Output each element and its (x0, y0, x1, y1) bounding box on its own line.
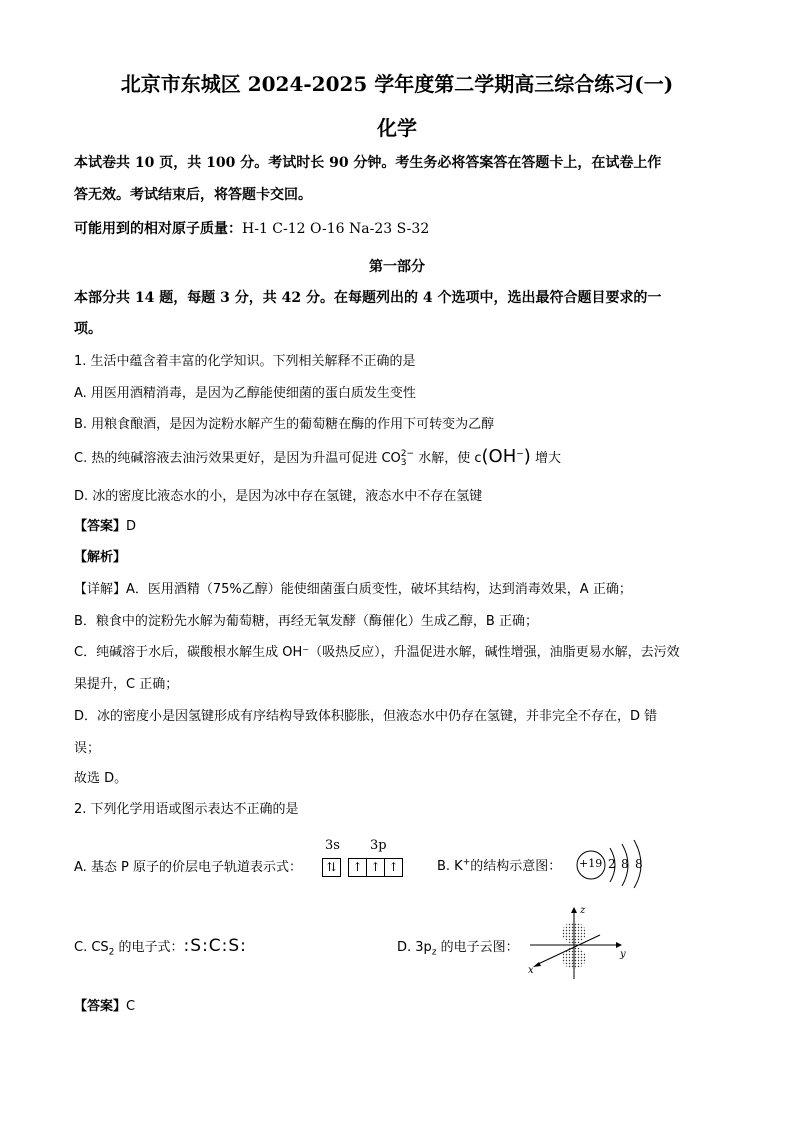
q1-option-a: A. 用医用酒精消毒，是因为乙醇能使细菌的蛋白质发生变性 (74, 386, 416, 401)
q1-co3-charge: 2− (400, 448, 415, 459)
cs2-electron-formula: :S:C:S: (183, 936, 247, 956)
q1-option-c-pre: C. 热的纯碱溶液去油污效果更好，是因为升温可促进 CO (74, 451, 401, 466)
q1-option-d: D. 冰的密度比液态水的小，是因为冰中存在氢键，液态水中不存在氢键 (74, 489, 483, 504)
q2-option-c-text (74, 936, 247, 958)
instructions-line-2: 答无效。考试结束后，将答题卡交回。 (74, 187, 312, 203)
q2-option-b-text (437, 855, 561, 874)
q1-analysis-label: 【解析】 (74, 550, 127, 565)
q2-orbital-3p-1: ↑ (348, 858, 367, 877)
k-shell-2: 8 (621, 857, 629, 871)
q2-orbital-3p-2: ↑ (366, 858, 385, 877)
q2-b-k: B. K (437, 859, 463, 874)
q2-stem: 2. 下列化学用语或图示表达不正确的是 (74, 802, 299, 817)
q1-detail-2: B．粮食中的淀粉先水解为葡萄糖，再经无氧发酵（酶催化）生成乙醇，B 正确； (74, 614, 538, 629)
part-one-desc-1: 本部分共 14 题，每题 3 分，共 42 分。在每题列出的 4 个选项中，选出最符合题目要求的一 (74, 290, 662, 306)
q2-label-3s: 3s (325, 838, 340, 853)
q2-answer (74, 995, 135, 1014)
q1-oh-paren: (OH (481, 446, 517, 467)
q2-c-label: 的电子式： (114, 940, 184, 955)
q1-detail-6: 误； (74, 741, 101, 756)
q1-option-c (74, 446, 561, 468)
q2-answer-label: 【答案】 (74, 999, 127, 1014)
pz-axis-y: y (620, 949, 626, 960)
q2-option-a-text: A. 基态 P 原子的价层电子轨道表示式： (74, 860, 303, 875)
q1-detail-3: C．纯碱溶于水后，碳酸根水解生成 OH⁻（吸热反应），升温促进水解，碱性增强，油脂更易水解，去污效 (74, 645, 680, 660)
q2-b-plus: + (462, 857, 471, 868)
pz-electron-cloud-diagram (520, 905, 630, 981)
q1-answer-value: D (126, 519, 137, 534)
q2-d-sub: z (431, 947, 437, 958)
q2-label-3p: 3p (370, 838, 387, 853)
k-ion-structure-diagram (574, 838, 654, 890)
exam-title: 北京市东城区 2024-2025 学年度第二学期高三综合练习(一) (120, 72, 674, 96)
q1-conclusion: 故选 D。 (74, 771, 128, 786)
q1-detail-1: 【详解】A．医用酒精（75%乙醇）能使细菌蛋白质变性，破坏其结构，达到消毒效果，A 正确； (74, 582, 632, 597)
q2-c-sub: 2 (108, 947, 115, 958)
q1-answer (74, 515, 136, 534)
q1-detail-4: 果提升，C 正确； (74, 677, 179, 692)
exam-subject: 化学 (377, 116, 417, 140)
pz-axis-x: x (528, 965, 534, 976)
q2-c-cs: C. CS (74, 940, 109, 955)
q2-orbital-3s: ⇅ (322, 858, 341, 877)
q1-option-b: B. 用粮食酿酒，是因为淀粉水解产生的葡萄糖在酶的作用下可转变为乙醇 (74, 417, 495, 432)
atomic-masses-values: H-1 C-12 O-16 Na-23 S-32 (242, 221, 430, 237)
q2-d-3p: D. 3p (397, 940, 432, 955)
q1-oh-charge: − (516, 449, 524, 460)
part-one-title: 第一部分 (369, 259, 425, 275)
k-shell-1: 2 (608, 857, 616, 871)
q1-detail-5: D．冰的密度小是因氢键形成有序结构导致体积膨胀，但液态水中仍存在氢键，并非完全不存在，D 错 (74, 709, 658, 724)
q1-option-c-mid: 水解，使 c (414, 451, 482, 466)
q1-answer-label: 【答案】 (74, 519, 127, 534)
q1-oh-close: ) (523, 446, 531, 467)
part-one-desc-2: 项。 (74, 321, 102, 337)
q2-answer-value: C (126, 999, 136, 1014)
instructions-line-1: 本试卷共 10 页，共 100 分。考试时长 90 分钟。考生务必将答案答在答题卡上，在试卷上作 (74, 155, 662, 171)
q2-d-label: 的电子云图： (436, 940, 519, 955)
q2-orbital-diagram (322, 838, 402, 877)
q1-option-c-post: 增大 (530, 451, 561, 466)
atomic-masses-label: 可能用到的相对原子质量： (74, 221, 242, 237)
q1-co3-subscript: 3 (400, 457, 407, 468)
k-shell-3: 8 (635, 857, 643, 871)
q2-option-d-text (397, 936, 519, 958)
q1-stem: 1. 生活中蕴含着丰富的化学知识。下列相关解释不正确的是 (74, 354, 416, 369)
pz-axis-z: z (580, 905, 586, 916)
q2-b-label: 的结构示意图： (470, 859, 562, 874)
k-nucleus-charge: +19 (579, 857, 603, 870)
atomic-masses (74, 218, 429, 238)
q2-orbital-3p-3: ↑ (384, 858, 403, 877)
